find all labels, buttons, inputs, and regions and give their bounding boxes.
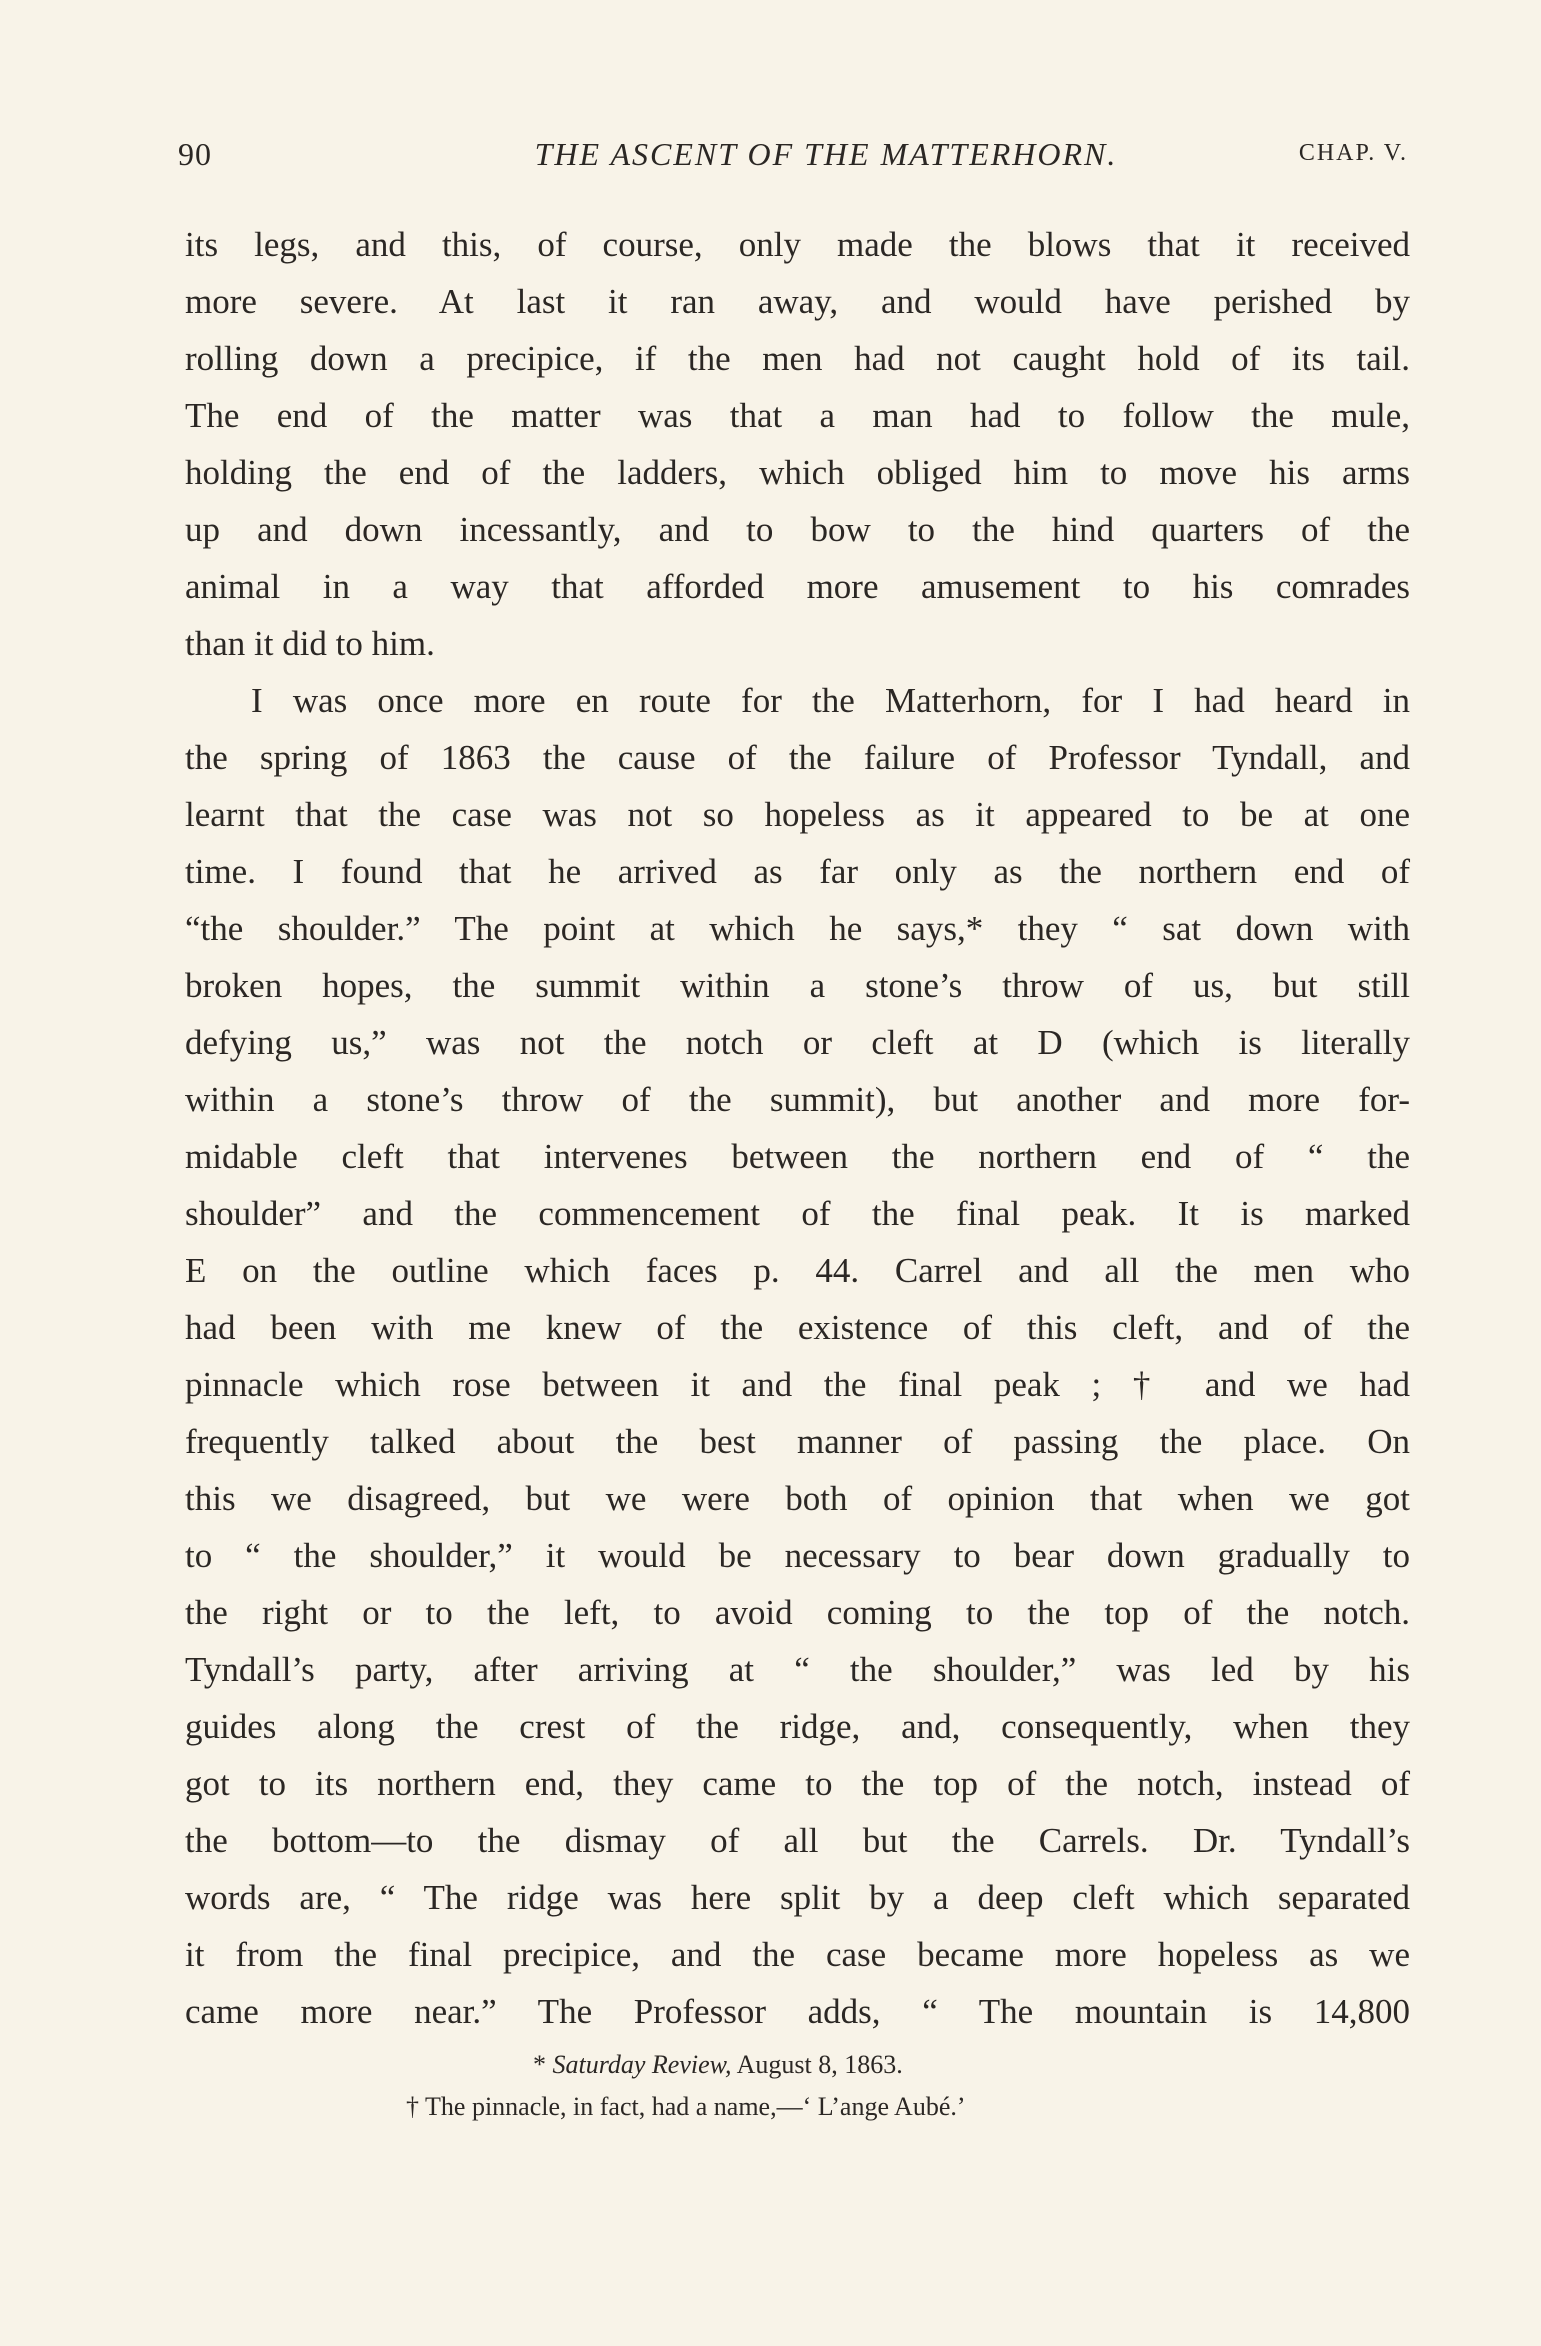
footnote-saturday-review bbox=[533, 2047, 1541, 2083]
body-line: Tyndall’s party, after arriving at “ the shoulder,” was led by his bbox=[185, 1650, 1410, 1689]
body-line: midable cleft that intervenes between the northern end of “ the bbox=[185, 1137, 1410, 1176]
body-line: time. I found that he arrived as far only as the northern end of bbox=[185, 852, 1410, 891]
body-line: animal in a way that afforded more amusement to his comrades bbox=[185, 567, 1410, 606]
body-line: within a stone’s throw of the summit), but another and more for- bbox=[185, 1080, 1410, 1119]
body-line: guides along the crest of the ridge, and, consequently, when they bbox=[185, 1707, 1410, 1746]
footnote-pinnacle-name: † The pinnacle, in fact, had a name,—‘ L’ange Aubé.’ bbox=[406, 2092, 966, 2121]
body-line: than it did to him. bbox=[185, 624, 435, 663]
body-line: The end of the matter was that a man had to follow the mule, bbox=[185, 396, 1410, 435]
body-line: more severe. At last it ran away, and would have perished by bbox=[185, 282, 1410, 321]
body-line: words are, “ The ridge was here split by a deep cleft which separated bbox=[185, 1878, 1410, 1917]
body-line: learnt that the case was not so hopeless as it appeared to be at one bbox=[185, 795, 1410, 834]
body-line: this we disagreed, but we were both of opinion that when we got bbox=[185, 1479, 1410, 1518]
footnote-marker: * bbox=[533, 2050, 546, 2079]
body-line: frequently talked about the best manner of passing the place. On bbox=[185, 1422, 1410, 1461]
body-line: had been with me knew of the existence of this cleft, and of the bbox=[185, 1308, 1410, 1347]
footnote-source: Saturday Review, bbox=[552, 2050, 732, 2079]
body-line: holding the end of the ladders, which obliged him to move his arms bbox=[185, 453, 1410, 492]
body-line: up and down incessantly, and to bow to the hind quarters of the bbox=[185, 510, 1410, 549]
body-line: to “ the shoulder,” it would be necessary to bear down gradually to bbox=[185, 1536, 1410, 1575]
body-line: shoulder” and the commencement of the final peak. It is marked bbox=[185, 1194, 1410, 1233]
body-line: the right or to the left, to avoid coming to the top of the notch. bbox=[185, 1593, 1410, 1632]
page-number: 90 bbox=[178, 136, 212, 172]
body-line: came more near.” The Professor adds, “ The mountain is 14,800 bbox=[185, 1992, 1410, 2031]
body-line: rolling down a precipice, if the men had not caught hold of its tail. bbox=[185, 339, 1410, 378]
footnote-date: August 8, 1863. bbox=[736, 2050, 903, 2079]
body-line: its legs, and this, of course, only made the blows that it received bbox=[185, 225, 1410, 264]
chapter-label: CHAP. V. bbox=[1298, 140, 1408, 166]
body-line: “the shoulder.” The point at which he says,* they “ sat down with bbox=[185, 909, 1410, 948]
body-line: broken hopes, the summit within a stone’s throw of us, but still bbox=[185, 966, 1410, 1005]
body-line: the spring of 1863 the cause of the failure of Professor Tyndall, and bbox=[185, 738, 1410, 777]
page-header bbox=[178, 136, 1408, 188]
body-line: pinnacle which rose between it and the final peak ; † and we had bbox=[185, 1365, 1410, 1404]
body-line: E on the outline which faces p. 44. Carrel and all the men who bbox=[185, 1251, 1410, 1290]
running-title: THE ASCENT OF THE MATTERHORN. bbox=[534, 136, 1118, 172]
body-line: the bottom—to the dismay of all but the Carrels. Dr. Tyndall’s bbox=[185, 1821, 1410, 1860]
body-line: it from the final precipice, and the case became more hopeless as we bbox=[185, 1935, 1410, 1974]
body-line: got to its northern end, they came to the top of the notch, instead of bbox=[185, 1764, 1410, 1803]
body-line: defying us,” was not the notch or cleft at D (which is literally bbox=[185, 1023, 1410, 1062]
body-line: I was once more en route for the Matterhorn, for I had heard in bbox=[251, 681, 1410, 720]
